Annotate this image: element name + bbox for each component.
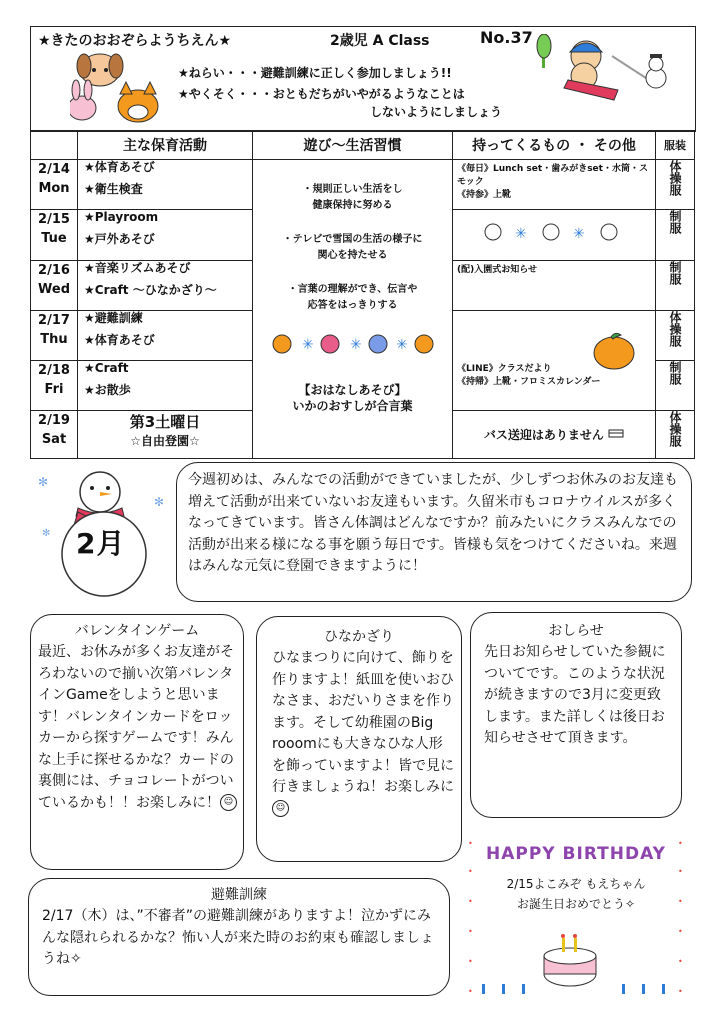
activity-cell: ★避難訓練 ★体育あそび xyxy=(78,311,253,361)
birthday-text: 2/15よこみぞ もえちゃん お誕生日おめでとう✧ xyxy=(506,877,646,911)
bring-cell xyxy=(453,210,656,261)
goal-text: ★ねらい・・・避難訓練に正しく参加しましょう!! xyxy=(178,66,452,80)
notice-text: 先日お知らせしていた参観についてです。このような状況が続きますので3月に変更致します。また詳しくは後日お知らせさせて頂きます。 xyxy=(484,644,666,746)
date-cell: 2/15 Tue xyxy=(31,210,78,261)
svg-text:•: • xyxy=(468,927,473,936)
svg-text:•: • xyxy=(678,987,683,996)
header-habits: 遊び～生活習慣 xyxy=(253,131,453,160)
svg-text:•: • xyxy=(678,867,683,876)
snow-animals-illustration xyxy=(268,324,438,364)
class-name: 2歳児 A Class xyxy=(330,33,430,49)
date-cell: 2/16 Wed xyxy=(31,261,78,311)
evac-text: 2/17（木）は、”不審者”の避難訓練がありますよ！泣かずにみんな隠れられるかな？怖い人が来た時のお約束も確認しましょうね✧ xyxy=(42,908,434,967)
promise-text-line2: しないようにしましょう xyxy=(370,105,503,119)
hina-title: ひなかざり xyxy=(324,629,394,645)
issue-number: No.37 xyxy=(480,28,533,47)
svg-text:•: • xyxy=(468,987,473,996)
school-name: ★きたのおおぞらようちえん★ xyxy=(38,33,232,49)
svg-text:•: • xyxy=(468,839,473,848)
svg-text:•: • xyxy=(678,957,683,966)
smile-icon: ☺ xyxy=(220,794,237,811)
svg-text:•: • xyxy=(678,897,683,906)
activity-cell: 第3土曜日 ☆自由登園☆ xyxy=(78,411,253,459)
svg-text:•: • xyxy=(468,897,473,906)
bring-cell: 《LINE》クラスだより 《持帰》上靴・フロミスカレンダー xyxy=(453,311,656,411)
header-bring: 持ってくるもの ・ その他 xyxy=(453,131,656,160)
activity-cell: ★Craft ★お散歩 xyxy=(78,361,253,411)
bring-cell: バス送迎はありません xyxy=(453,411,656,459)
uniform-cell: 体操服 xyxy=(656,411,695,459)
uniform-cell: 制服 xyxy=(656,210,695,261)
svg-text:✳: ✳ xyxy=(349,337,362,353)
uniform-cell: 制服 xyxy=(656,261,695,311)
animal-friends-illustration xyxy=(70,48,180,126)
date-cell: 2/17 Thu xyxy=(31,311,78,361)
valentine-title: バレンタインゲーム xyxy=(74,623,200,639)
uniform-cell: 制服 xyxy=(656,361,695,411)
date-cell: 2/19 Sat xyxy=(31,411,78,459)
header-uniform: 服装 xyxy=(656,131,695,160)
habits-cell: ・規則正しい生活をし 健康保持に努める ・テレビで雪国の生活の様子に 関心を持たせる ・言葉の理解ができ、伝言や 応答をはっきりする ✳ ✳ ✳ 【おはなしあそび】 いかのおすしが合言葉 xyxy=(253,160,453,459)
month-badge: 2月 xyxy=(76,527,126,560)
activity-cell: ★Playroom ★戸外あそび xyxy=(78,210,253,261)
svg-text:✻: ✻ xyxy=(42,528,51,539)
date-cell: 2/14 Mon xyxy=(31,160,78,210)
snow-kids-illustration xyxy=(453,210,653,256)
svg-text:✳: ✳ xyxy=(395,337,408,353)
birthday-banner: HAPPY BIRTHDAY xyxy=(486,844,666,864)
promise-text-line1: ★やくそく・・・おともだちがいやがるようなことは xyxy=(178,87,465,101)
header-date xyxy=(31,131,78,160)
activity-cell: ★音楽リズムあそび ★Craft ～ひなかざり～ xyxy=(78,261,253,311)
uniform-cell: 体操服 xyxy=(656,311,695,361)
svg-text:•: • xyxy=(468,867,473,876)
notice-title: おしらせ xyxy=(548,623,604,639)
svg-text:•: • xyxy=(468,957,473,966)
evac-title: 避難訓練 xyxy=(211,887,267,903)
smile-icon: ☺ xyxy=(272,800,289,817)
hina-text: ひなまつりに向けて、飾りを作りますよ！紙皿を使いおひなさま、おだいりさまを作ります。そして幼稚園のBig rooomにも大きなひな人形を飾っていますよ！皆で見に行きましょうね！お楽しみに☺ xyxy=(272,648,456,820)
weekly-schedule-table xyxy=(30,130,695,459)
svg-text:✳: ✳ xyxy=(301,337,314,353)
bring-cell: 《毎日》Lunch set・歯みがきset・水筒・スモック 《持参》上靴 xyxy=(453,160,656,210)
winter-kids-illustration xyxy=(534,34,684,106)
activity-cell: ★体育あそび ★衛生検査 xyxy=(78,160,253,210)
intro-text: 今週初めは、みんなでの活動ができていましたが、少しずつお休みのお友達も増えて活動が出来ていないお友達もいます。久留米市もコロナウイルスが多くなってきています。皆さん体調はどんなですか？前みたいにクラスみんなでの活動が出来る様になる事を願う毎日です。皆様も気をつけてくださいね。来週はみんな元気に登園できますように！ xyxy=(188,472,678,574)
valentine-text: 最近、お休みが多くお友達がそろわないので揃い次第バレンタインGameをしようと思います！バレンタインカードをロッカーから探すゲームです！みんな上手に探せるかな？カードの裏側には、チョコレートがついているかも！！お楽しみに！ ☺ xyxy=(38,642,240,814)
svg-text:•: • xyxy=(678,927,683,936)
bring-cell: (配)入園式お知らせ xyxy=(453,261,656,311)
svg-text:✻: ✻ xyxy=(154,495,165,509)
bus-icon xyxy=(608,429,624,439)
uniform-cell: 体操服 xyxy=(656,160,695,210)
svg-text:✳: ✳ xyxy=(573,226,585,242)
svg-text:✻: ✻ xyxy=(38,475,49,489)
header-activities: 主な保育活動 xyxy=(78,131,253,160)
svg-text:✳: ✳ xyxy=(515,226,527,242)
svg-text:•: • xyxy=(678,839,683,848)
date-cell: 2/18 Fri xyxy=(31,361,78,411)
